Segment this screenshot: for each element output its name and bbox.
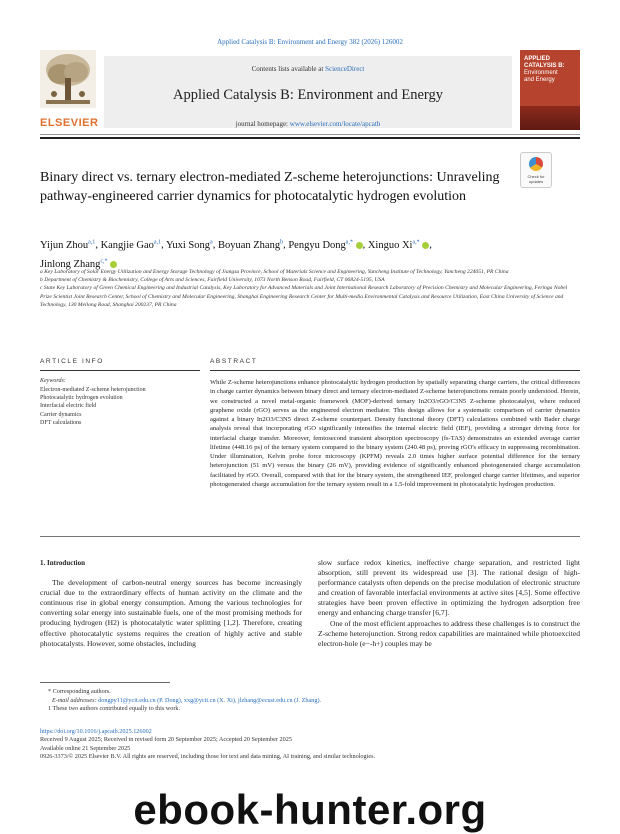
contents-line	[104, 65, 512, 73]
corresponding-note: * Corresponding authors.	[48, 688, 111, 695]
cover-line-3: Environment	[524, 70, 558, 76]
sciencedirect-link[interactable]: ScienceDirect	[325, 65, 365, 73]
copyright: 0926-3373/© 2025 Elsevier B.V. All rights are reserved, including those for text and data mining, AI training, and similar technologies.	[40, 753, 376, 761]
abstract-text: While Z-scheme heterojunctions enhance photocatalytic hydrogen production by spatially separating charge carriers, the critical differences in charge carrier dynamics between binary direct and ternary electron-mediated Z-scheme heterojunctions remain poorly understood. Herein, we constructed a novel metal-organic framework (MOF)-derived ternary In2O3/rGO/C3N5 Z-scheme photocatalyst, where reduced graphene oxide (rGO) serves as the engineered electron mediator. This design allows for a systematic comparison of carrier dynamics against a binary In2O3/C3N5 direct Z-scheme counterpart. Density functional theory (DFT) calculations combined with Bader charge analysis reveal that incorporating rGO significantly intensifies the internal electric field (IEF), providing a stronger driving force for interfacial charge transfer. Moreover, femtosecond transient absorption spectroscopy (fs-TAS) demonstrates an extended average carrier lifetime (448.16 ps) of the ternary system compared to the binary system (240.48 ps), proving rGO's efficacy in suppressing recombination. Under illumination, Kelvin probe force microscopy (KPFM) reveals 2.0 times higher surface potential difference for the ternary heterojunction (51 mV) versus the binary (26 mV), providing evidence of significantly enhanced photogenerated charge accumulation facilitated by rGO. Overall, compared with that for the binary system, the strengthened IEF, prolonged charge carrier lifetimes, and superior photogenerated charge accumulation for the ternary system result in a 1.5-fold improvement in photocatalytic hydrogen production.	[210, 379, 580, 488]
abstract-bottom-rule	[40, 536, 580, 537]
cover-line-1: APPLIED	[524, 56, 551, 62]
affiliation-b: b Department of Chemistry & Biochemistry, College of Arts and Sciences, Fairfield University, 1073 North Benson Road, Fairfield, CT 06824-5195, USA	[40, 277, 385, 284]
homepage-prefix: journal homepage:	[235, 120, 289, 128]
received-dates: Received 9 August 2025; Received in revised form 20 September 2025; Accepted 20 September 2025	[40, 736, 292, 744]
footnote-rule	[40, 682, 170, 683]
abstract-rule	[210, 370, 580, 371]
journal-title[interactable]: Applied Catalysis B: Environment and Energy	[173, 87, 443, 103]
journal-banner	[104, 56, 512, 128]
keyword: Carrier dynamics	[40, 411, 82, 418]
keyword: DFT calculations	[40, 419, 82, 426]
journal-homepage-line	[104, 120, 512, 128]
article-title: Binary direct vs. ternary electron-mediated Z-scheme heterojunctions: Unraveling pathway-engineered carrier dynamics for photocatalytic hydrogen evolution	[40, 170, 500, 204]
available-online: Available online 21 September 2025	[40, 744, 131, 752]
article-info-heading: ARTICLE INFO	[40, 358, 104, 365]
cover-line-2: CATALYSIS B:	[524, 63, 565, 69]
author[interactable]: Xinguo $Xi^{a,*}$	[368, 240, 429, 251]
header-divider	[40, 134, 580, 135]
orcid-icon[interactable]	[422, 242, 429, 249]
author[interactable]: Pengyu Dong$^{a,*}$	[288, 240, 362, 251]
elsevier-tree-icon	[40, 50, 96, 108]
paragraph: The development of carbon-neutral energy sources has become increasingly crucial due to the extraordinary effects of human activity on the climate and the continuous rise in global energy consumption. Among the various technologies for converting solar energy into sustainable fuels, one of the most promising methods for producing hydrogen (H2) is photocatalytic water splitting [1,2]. Therefore, creating effective photocatalytic systems requires the creation of highly active and stable photocatalysts. However, some obstacles, including	[40, 578, 302, 648]
paragraph: slow surface redox kinetics, ineffective charge separation, and restricted light absorption, still prevent its widespread use [3]. The rational design of high-performance catalysts often depends on the precise modulation of electronic structure and creation of favorable interfacial environments at active sites [4,5]. Some effective strategies have been proven effective in optimizing the hydrogen adsorption free energy and enhancing charge transfer [6,7].	[318, 558, 580, 618]
affiliation-a: a Key Laboratory of Solar Energy Utilization and Energy Storage Technology of Jiangsu Province, School of Materials Science and Engineering, Yancheng Institute of Technology, Yancheng 224051, PR China	[40, 269, 509, 275]
watermark: ebook-hunter.org	[133, 786, 487, 833]
contents-prefix: Contents lists available at	[251, 65, 324, 73]
body-right-column	[318, 558, 580, 649]
journal-citation[interactable]: Applied Catalysis B: Environment and Energy 382 (2026) 126002	[217, 38, 403, 46]
keywords-label: Keywords:	[40, 378, 66, 384]
author[interactable]: Boyuan Zhang$^b$	[217, 239, 284, 251]
email-note	[40, 697, 580, 706]
body-left-column	[40, 558, 302, 649]
publication-info	[40, 728, 580, 762]
check-updates-label: Check for updates	[527, 174, 545, 184]
header-divider-thick	[40, 137, 580, 139]
author[interactable]: Jinlong Zhang$^{c,*}$	[40, 259, 117, 270]
article-info-rule	[40, 370, 200, 371]
paragraph: One of the most efficient approaches to address these challenges is to construct the Z-scheme heterojunction. Strong redox capabilities are maintained while photoexcited electron-hole (e−-h+) couples may be	[318, 618, 580, 648]
orcid-icon[interactable]	[356, 242, 363, 249]
keywords-list	[40, 386, 146, 427]
keyword: Interfacial electric field	[40, 403, 97, 410]
doi-link[interactable]: https://doi.org/10.1016/j.apcatb.2025.126002	[40, 728, 152, 735]
author[interactable]: Kangjie Gao$^{a,1}$	[100, 239, 162, 251]
keyword: Photocatalytic hydrogen evolution	[40, 395, 123, 402]
abstract-heading: ABSTRACT	[210, 358, 258, 365]
homepage-link[interactable]: www.elsevier.com/locate/apcatb	[289, 120, 381, 128]
equal-contribution-note: 1 These two authors contributed equally to this work.	[48, 705, 181, 713]
check-updates-icon	[529, 157, 543, 171]
cover-title	[524, 56, 565, 84]
affiliation-c: c State Key Laboratory of Green Chemical Engineering and Industrial Catalysis, Key Laboratory for Advanced Materials and Joint International Research Laboratory of Precision Chemistry and Molecular Engineering, Feringa Nobel Prize Scientist Joint Research Center, School of Chemistry and Molecular Engineering, Shanghai Engineering Research Center for Multi-media Environmental Catalysis and Resource Utilization, East China University of Science and Technology, 130 Meilong Road, Shanghai 200237, PR China	[40, 285, 568, 308]
email-addresses[interactable]: dongpy11@ycit.edu.cn (P. Dong), xxg@ycit.cn (X. Xi), jlzhang@ecust.edu.cn (J. Zhang).	[98, 696, 322, 704]
author-list: Yijun Zhou$^{a,1}$, Kangjie Gao$^{a,1}$, Yuxi Song$^a$, Boyuan Zhang$^b$, Pengyu Dong$^{a,*}$ , Xinguo $Xi^{a,*}$ , Jinlong Zhang$^{c,*}$	[40, 239, 432, 270]
section-heading-introduction: 1. Introduction	[40, 559, 85, 567]
elsevier-wordmark: ELSEVIER	[40, 117, 99, 129]
footnotes	[40, 688, 580, 714]
keyword: Electron-mediated Z-scheme heterojunction	[40, 387, 146, 393]
author[interactable]: Yuxi Song$^a$	[165, 239, 213, 251]
cover-line-4: and Energy	[524, 77, 555, 83]
journal-cover-image[interactable]	[520, 50, 580, 130]
author[interactable]: Yijun Zhou$^{a,1}$	[40, 239, 96, 251]
affiliations	[40, 268, 580, 309]
elsevier-logo	[40, 50, 98, 130]
email-label: E-mail addresses:	[52, 696, 97, 704]
check-for-updates-badge[interactable]	[520, 152, 552, 188]
cover-graphic	[520, 106, 580, 130]
